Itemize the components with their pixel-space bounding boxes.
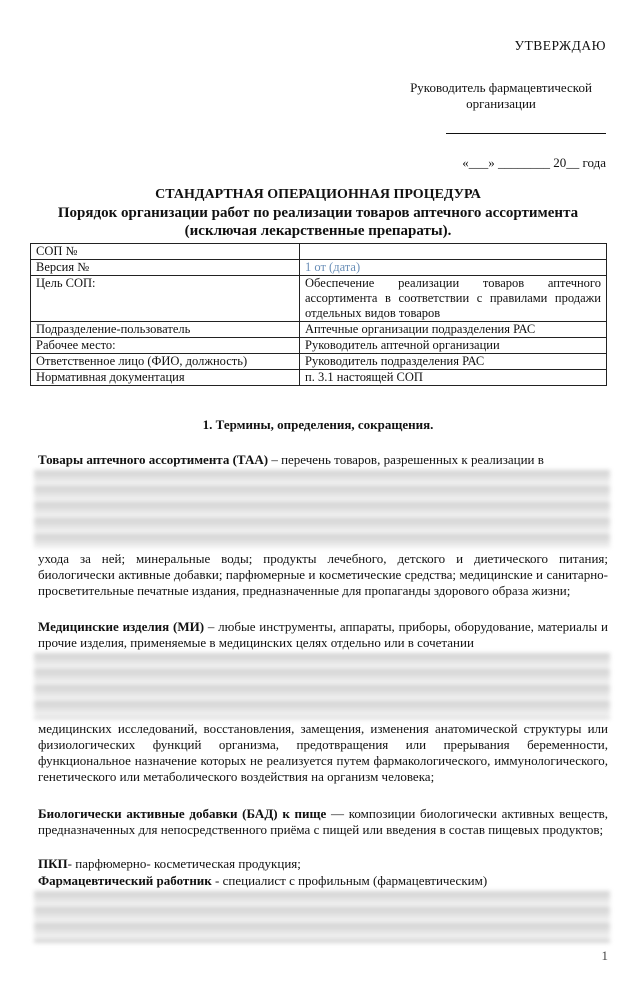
approval-date-line: «___» ________ 20__ года (462, 155, 606, 170)
blurred-text-block (34, 653, 610, 719)
table-row (31, 354, 607, 370)
sop-info-table (30, 243, 607, 386)
blurred-text-block (34, 470, 610, 548)
table-row (31, 244, 607, 260)
definition-pkp: - парфюмерно- косметическая продукция; (67, 856, 301, 871)
definition-taa: – перечень товаров, разрешенных к реализации в (268, 452, 544, 467)
term-bad: Биологически активные добавки (БАД) к пище (38, 806, 327, 821)
approval-title: УТВЕРЖДАЮ (514, 38, 606, 53)
document-title: Порядок организации работ по реализации товаров аптечного ассортимента (исключая лекарственные препараты). (57, 205, 579, 239)
table-key: Рабочее место: (31, 338, 300, 354)
table-row (31, 370, 607, 386)
table-key: Цель СОП: (31, 276, 300, 322)
table-row (31, 338, 607, 354)
table-value: Обеспечение реализации товаров аптечного ассортимента в соответствии с правилами продажи отдельных видов товаров (300, 276, 607, 322)
table-key: Подразделение-пользователь (31, 322, 300, 338)
definition-mi: – любые инструменты, аппараты, приборы, оборудование, материалы и прочие изделия, применяемые в медицинских целях отдельно или в сочетании (38, 619, 609, 650)
version-number: 1 (305, 260, 312, 274)
paragraph-pkp (38, 856, 608, 872)
document-type-heading: СТАНДАРТНАЯ ОПЕРАЦИОННАЯ ПРОЦЕДУРА (155, 187, 481, 202)
table-key: Версия № (31, 260, 300, 276)
paragraph-pharm-worker (38, 873, 608, 889)
table-value (300, 260, 607, 276)
table-value (300, 244, 607, 260)
version-date-placeholder: от (дата) (314, 260, 361, 274)
signature-line (446, 132, 606, 134)
table-value: Аптечные организации подразделения РАС (300, 322, 607, 338)
paragraph-mi (38, 619, 608, 651)
paragraph-taa-first-line (38, 452, 608, 468)
table-key: СОП № (31, 244, 300, 260)
approval-head-position: Руководитель фармацевтической организации (410, 80, 592, 111)
page-number: 1 (601, 948, 608, 963)
table-row (31, 322, 607, 338)
table-value: п. 3.1 настоящей СОП (300, 370, 607, 386)
approval-block (376, 38, 606, 170)
paragraph-bad (38, 806, 608, 838)
blurred-text-block (34, 891, 610, 943)
definition-bad: — композиции биологически активных веществ, предназначенных для непосредственного приёма с пищей или введения в состав пищевых продуктов; (38, 806, 608, 837)
table-value: Руководитель подразделения РАС (300, 354, 607, 370)
table-key: Ответственное лицо (ФИО, должность) (31, 354, 300, 370)
term-mi: Медицинские изделия (МИ) (38, 619, 205, 634)
table-row (31, 260, 607, 276)
term-pharm-worker: Фармацевтический работник (38, 873, 212, 888)
paragraph-taa-continued: ухода за ней; минеральные воды; продукты лечебного, детского и диетического питания; биологически активные добавки; парфюмерные и косметические средства; медицинские и санитарно-просветительные печатные издания, предназначенные для пропаганды здорового образа жизни; (38, 551, 608, 598)
paragraph-mi-continued: медицинских исследований, восстановления, замещения, изменения анатомической структуры или физиологических функций организма, предотвращения или прерывания беременности, функциональное назначение которых не реализуется путем фармакологического, иммунологического, генетического или метаболического воздействия на организм человека; (38, 721, 608, 784)
table-key: Нормативная документация (31, 370, 300, 386)
term-pkp: ПКП (38, 856, 68, 871)
table-row (31, 276, 607, 322)
definition-pharm-worker: - специалист с профильным (фармацевтическим) (211, 873, 488, 888)
section-heading: 1. Термины, определения, сокращения. (202, 417, 434, 432)
table-value: Руководитель аптечной организации (300, 338, 607, 354)
term-taa: Товары аптечного ассортимента (ТАА) (38, 452, 269, 467)
